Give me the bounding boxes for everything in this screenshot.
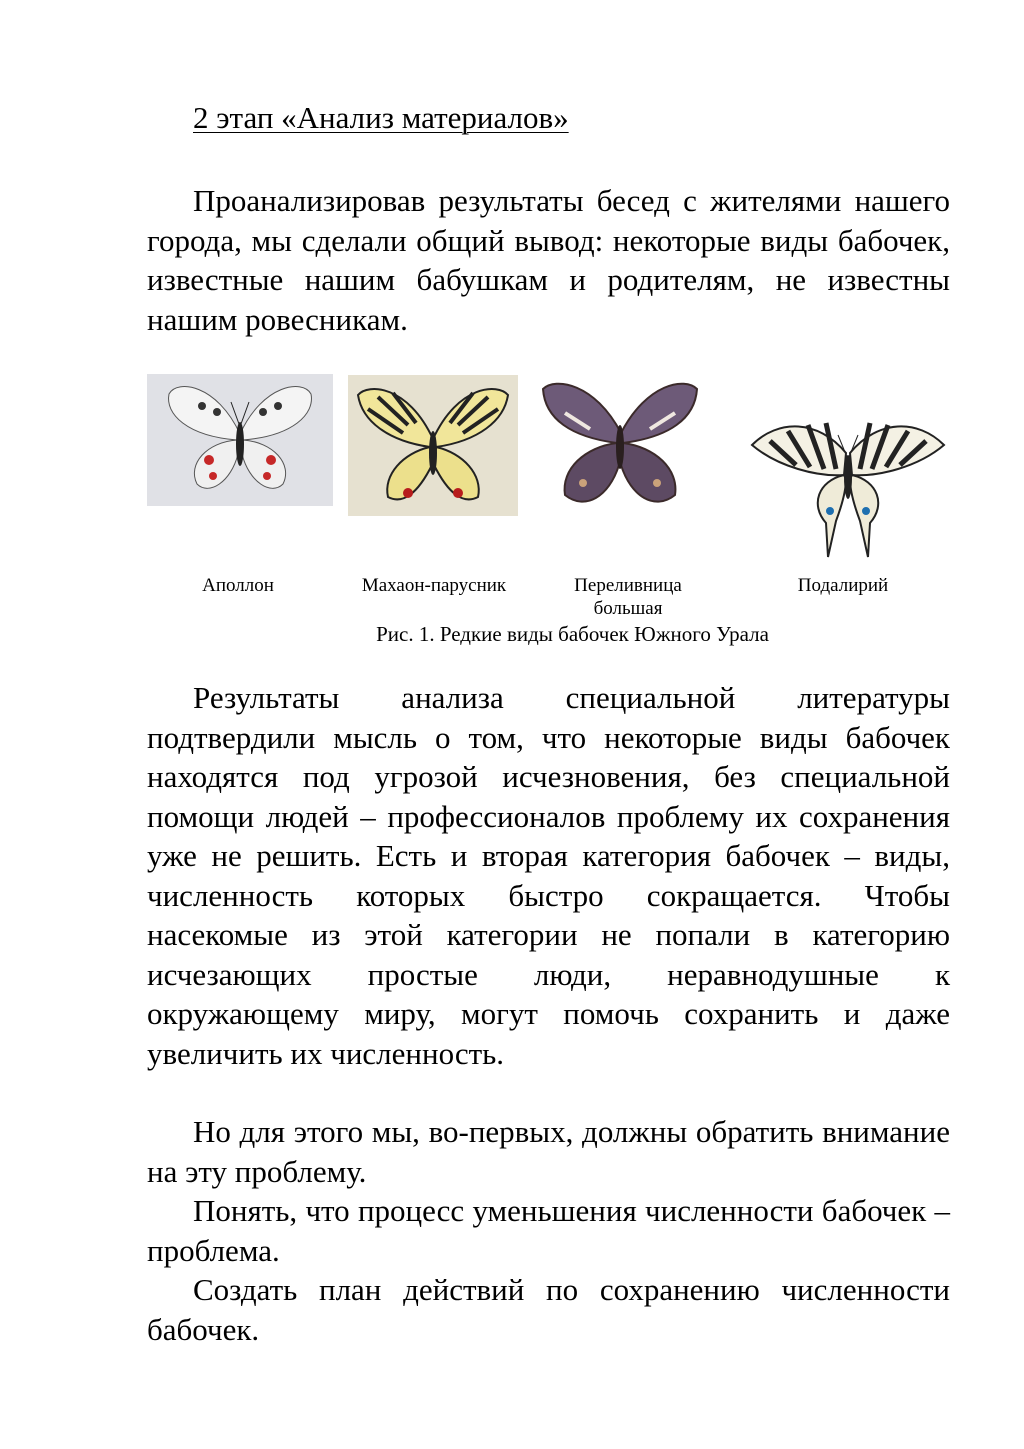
swallowtail-butterfly-image [348, 375, 518, 516]
swallowtail-butterfly-icon [348, 375, 518, 516]
purple-emperor-butterfly-image [535, 373, 706, 517]
caption-swallowtail: Махаон-парусник [361, 575, 507, 596]
apollo-butterfly-icon [147, 374, 333, 506]
caption-apollo: Аполлон [202, 575, 274, 596]
scarce-swallowtail-butterfly-icon [748, 395, 948, 561]
caption-purple-emperor: Переливница большая [574, 575, 682, 619]
paragraph-understand: Понять, что процесс уменьшения численности бабочек – проблема. [147, 1193, 950, 1268]
section-heading: 2 этап «Анализ материалов» [193, 100, 569, 135]
purple-emperor-butterfly-icon [535, 373, 706, 517]
caption-scarce-swallowtail: Подалирий [797, 575, 889, 596]
paragraph-results: Результаты анализа специальной литературы подтвердили мысль о том, что некоторые виды бабочек находятся под угрозой исчезновения, без специальной помощи людей – профессионалов проблему их сохранения уже не решить. Есть и вторая категория бабочек – виды, численность которых быстро сокращается. Чтобы насекомые из этой категории не попали в категорию исчезающих простые люди, неравнодушные к окружающему миру, могут помочь сохранить и даже увеличить их численность. [147, 680, 950, 1071]
paragraph-plan: Создать план действий по сохранению численности бабочек. [147, 1272, 950, 1347]
apollo-butterfly-image [147, 374, 333, 506]
paragraph-intro: Проанализировав результаты бесед с жителями нашего города, мы сделали общий вывод: некоторые виды бабочек, известные нашим бабушкам и родителям, не известны нашим ровесникам. [147, 183, 950, 337]
scarce-swallowtail-butterfly-image [748, 395, 948, 561]
figure-caption: Рис. 1. Редкие виды бабочек Южного Урала [376, 622, 769, 646]
paragraph-attention: Но для этого мы, во-первых, должны обратить внимание на эту проблему. [147, 1114, 950, 1189]
